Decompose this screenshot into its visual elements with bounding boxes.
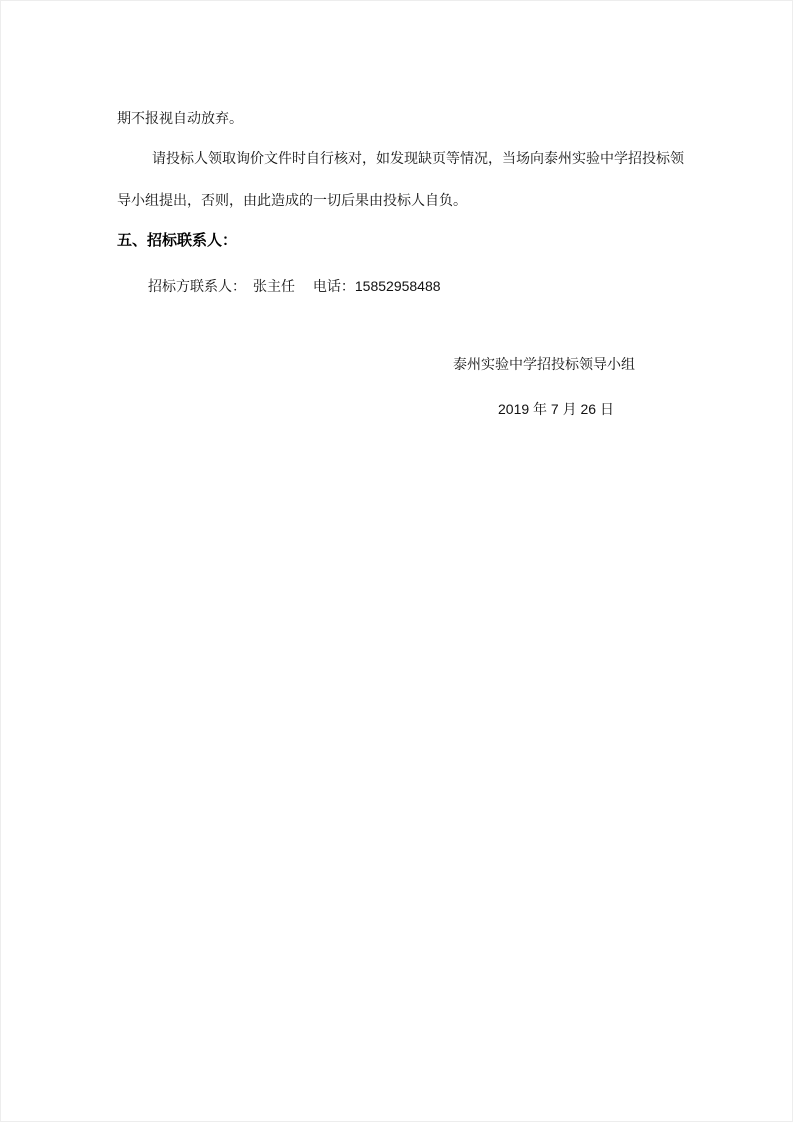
paragraph-tail-line: 期不报视自动放弃。	[117, 110, 243, 126]
signature-organization: 泰州实验中学招投标领导小组	[453, 356, 635, 372]
notice-paragraph-line-1: 请投标人领取询价文件时自行核对，如发现缺页等情况，当场向泰州实验中学招投标领	[152, 150, 684, 166]
signature-date: 2019 年 7 月 26 日	[498, 401, 614, 417]
notice-paragraph-line-2: 导小组提出，否则，由此造成的一切后果由投标人自负。	[117, 192, 467, 208]
contact-person-line: 招标方联系人： 张主任 电话：15852958488	[148, 278, 441, 294]
section-heading-contact: 五、招标联系人：	[117, 232, 238, 249]
